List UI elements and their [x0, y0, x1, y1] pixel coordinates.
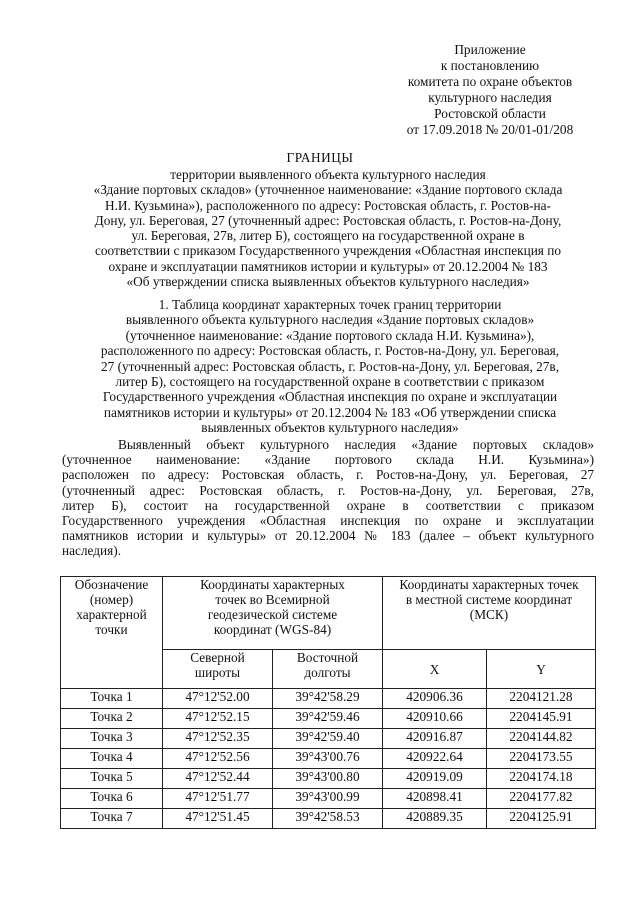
- table-row: [61, 729, 596, 749]
- table-row: [61, 809, 596, 829]
- appendix-line: комитета по охране объектов: [407, 74, 573, 89]
- section-line: Государственного учреждения «Областная инспекция по охране и эксплуатации: [102, 389, 558, 405]
- cell-y: 2204121.28: [487, 689, 596, 709]
- cell-lat: 47°12'52.00: [163, 689, 273, 709]
- paragraph-line: Государственного учреждения «Областная инспекция по охране и эксплуатации: [62, 513, 594, 529]
- subtitle-line: территории выявленного объекта культурного наследия: [170, 167, 486, 182]
- body-paragraph: [62, 437, 594, 559]
- cell-lon: 39°43'00.80: [273, 769, 383, 789]
- table-row: [61, 749, 596, 769]
- table-row: [61, 789, 596, 809]
- cell-lat: 47°12'51.45: [163, 809, 273, 829]
- cell-point: Точка 1: [61, 689, 163, 709]
- paragraph-line: памятников истории и культуры» от 20.12.2004 № 183 (далее – объект культурного: [62, 528, 594, 544]
- section-line: памятников истории и культуры» от 20.12.2004 № 183 «Об утверждении списка: [103, 404, 557, 420]
- cell-y: 2204173.55: [487, 749, 596, 769]
- cell-x: 420910.66: [383, 709, 487, 729]
- subtitle-line: ул. Береговая, 27в, литер Б), состоящего на государственной охране в: [131, 228, 525, 244]
- cell-x: 420898.41: [383, 789, 487, 809]
- cell-lon: 39°43'00.99: [273, 789, 383, 809]
- section-line: расположенного по адресу: Ростовская область, г. Ростов-на-Дону, ул. Береговая,: [100, 343, 560, 359]
- header-y: Y: [487, 650, 596, 689]
- paragraph-line: литер Б), состоит на государственной охране в соответствии с приказом: [62, 497, 594, 513]
- subtitle-line: «Об утверждении списка выявленных объектов культурного наследия»: [126, 274, 530, 290]
- cell-x: 420919.09: [383, 769, 487, 789]
- paragraph-line: расположен по адресу: Ростовская область, г. Ростов-на-Дону, ул. Береговая, 27: [62, 467, 594, 483]
- subtitle-line: соответствии с приказом Государственного учреждения «Областная инспекция по: [94, 243, 562, 259]
- cell-lon: 39°43'00.76: [273, 749, 383, 769]
- cell-lat: 47°12'52.44: [163, 769, 273, 789]
- cell-lat: 47°12'52.56: [163, 749, 273, 769]
- cell-y: 2204145.91: [487, 709, 596, 729]
- cell-lat: 47°12'52.35: [163, 729, 273, 749]
- section-line: 1. Таблица координат характерных точек границ территории: [158, 297, 502, 312]
- cell-lat: 47°12'52.15: [163, 709, 273, 729]
- cell-y: 2204125.91: [487, 809, 596, 829]
- cell-lon: 39°42'58.29: [273, 689, 383, 709]
- section-line: выявленного объекта культурного наследия «Здание портовых складов»: [125, 312, 535, 328]
- document-title: ГРАНИЦЫ: [286, 150, 354, 165]
- appendix-line: к постановлению: [440, 58, 540, 73]
- section-line: выявленных объектов культурного наследия»: [201, 420, 459, 436]
- appendix-line: Ростовской области: [434, 106, 546, 121]
- table-row: [61, 769, 596, 789]
- cell-y: 2204174.18: [487, 769, 596, 789]
- cell-point: Точка 3: [61, 729, 163, 749]
- header-point-designation: Обозначение (номер) характерной точки: [61, 577, 163, 689]
- cell-point: Точка 4: [61, 749, 163, 769]
- paragraph-line: (уточненное наименование: «Здание портового склада Н.И. Кузьмина»): [62, 452, 594, 468]
- section-line: 27 (уточненный адрес: Ростовская область, г. Ростов-на-Дону, ул. Береговая, 27в,: [100, 358, 560, 374]
- paragraph-line: наследия).: [62, 543, 122, 559]
- document-subtitle: [56, 167, 600, 289]
- subtitle-line: охране и эксплуатации памятников истории и культуры» от 20.12.2004 № 183: [108, 258, 548, 274]
- cell-y: 2204144.82: [487, 729, 596, 749]
- appendix-header: [340, 42, 640, 138]
- cell-lat: 47°12'51.77: [163, 789, 273, 809]
- table-row: [61, 689, 596, 709]
- cell-point: Точка 7: [61, 809, 163, 829]
- cell-point: Точка 6: [61, 789, 163, 809]
- cell-x: 420922.64: [383, 749, 487, 769]
- subtitle-line: Н.И. Кузьмина»), расположенного по адресу: Ростовская область, г. Ростов-на-: [105, 197, 551, 213]
- appendix-line: Приложение: [454, 42, 526, 57]
- cell-x: 420889.35: [383, 809, 487, 829]
- subtitle-line: «Здание портовых складов» (уточненное наименование: «Здание портового склада: [93, 182, 563, 198]
- header-wgs84: Координаты характерных точек во Всемирной геодезической системе координат (WGS-84): [163, 577, 383, 650]
- cell-lon: 39°42'58.53: [273, 809, 383, 829]
- paragraph-line: Выявленный объект культурного наследия «Здание портовых складов»: [118, 437, 594, 452]
- section-line: (уточненное наименование: «Здание портового склада Н.И. Кузьмина»),: [125, 327, 535, 343]
- paragraph-line: (уточненный адрес: Ростовская область, г. Ростов-на-Дону, ул. Береговая, 27в,: [62, 482, 594, 498]
- section-heading: [62, 297, 598, 436]
- subtitle-line: Дону, ул. Береговая, 27 (уточненный адрес: Ростовская область, г. Ростов-на-Дону,: [94, 212, 562, 228]
- cell-point: Точка 5: [61, 769, 163, 789]
- header-x: X: [383, 650, 487, 689]
- appendix-line: от 17.09.2018 № 20/01-01/208: [406, 122, 574, 137]
- header-msk: Координаты характерных точек в местной системе координат (МСК): [383, 577, 596, 650]
- header-north-latitude: Северной широты: [163, 650, 273, 689]
- cell-x: 420906.36: [383, 689, 487, 709]
- cell-lon: 39°42'59.40: [273, 729, 383, 749]
- cell-x: 420916.87: [383, 729, 487, 749]
- table-header-row: [61, 577, 596, 650]
- cell-lon: 39°42'59.46: [273, 709, 383, 729]
- table-row: [61, 709, 596, 729]
- coordinates-table: [60, 576, 596, 829]
- header-east-longitude: Восточной долготы: [273, 650, 383, 689]
- section-line: литер Б), состоящего на государственной охране в соответствии с приказом: [115, 374, 545, 390]
- appendix-line: культурного наследия: [428, 90, 552, 105]
- cell-point: Точка 2: [61, 709, 163, 729]
- cell-y: 2204177.82: [487, 789, 596, 809]
